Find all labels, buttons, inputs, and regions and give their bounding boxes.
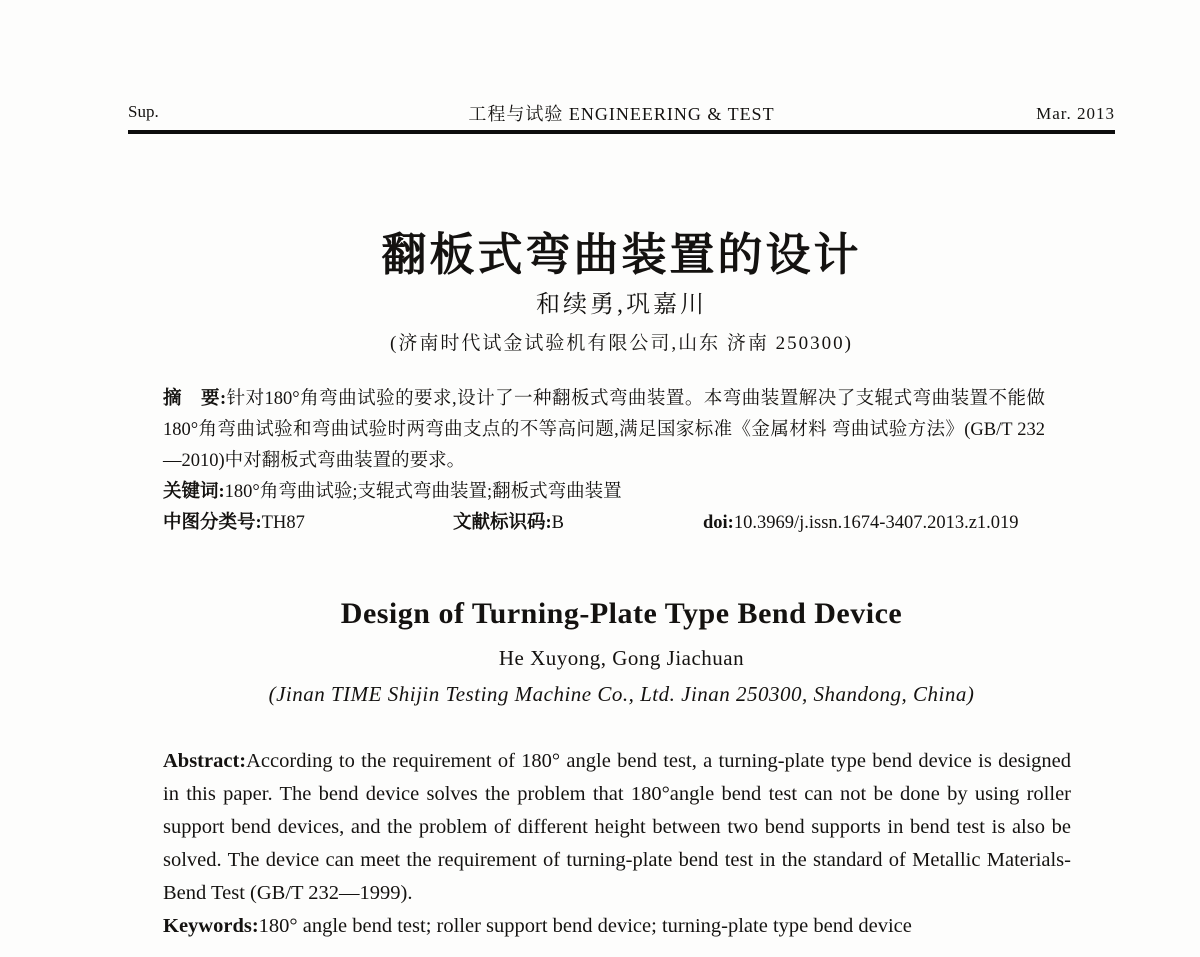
affiliation-zh: (济南时代试金试验机有限公司,山东 济南 250300) (390, 333, 853, 354)
chinese-meta-block (163, 384, 1045, 539)
english-meta-block (163, 745, 1071, 943)
document-code (453, 508, 703, 539)
clc-number (163, 508, 453, 539)
document-code-value: B (551, 513, 565, 533)
authors-en: He Xuyong, Gong Jiachuan (498, 646, 745, 670)
abstract-en (163, 745, 1071, 910)
classification-row (163, 508, 1045, 539)
abstract-zh (163, 384, 1045, 477)
keywords-en-label: Keywords: (163, 915, 259, 937)
issue-date: Mar. 2013 (1036, 104, 1115, 123)
affiliation-en: (Jinan TIME Shijin Testing Machine Co., Ltd. Jinan 250300, Shandong, China) (268, 682, 975, 706)
journal-title: 工程与试验 ENGINEERING & TEST (468, 104, 775, 124)
keywords-en (163, 910, 1071, 943)
paper-title-zh: 翻板式弯曲装置的设计 (381, 229, 862, 281)
abstract-en-text: According to the requirement of 180° angle bend test, a turning-plate type bend device is designed in this paper. The bend device solves the problem that 180°angle bend test can not be done by using roller support bend devices, and the problem of different height between two bend supports in bend test is also be solved. The device can meet the requirement of turning-plate bend test in the standard of Metallic Materials-Bend Test (GB/T 232—1999). (163, 750, 1071, 904)
abstract-zh-text: 针对180°角弯曲试验的要求,设计了一种翻板式弯曲装置。本弯曲装置解决了支辊式弯曲装置不能做180°角弯曲试验和弯曲试验时两弯曲支点的不等高问题,满足国家标准《金属材料 弯曲试验方法》(GB/T 232—2010)中对翻板式弯曲装置的要求。 (163, 389, 1045, 471)
paper-title-en: Design of Turning-Plate Type Bend Device (340, 596, 903, 630)
keywords-en-text: 180° angle bend test; roller support bend device; turning-plate type bend device (258, 915, 912, 937)
header-supplement-label: Sup. (128, 102, 159, 121)
authors-zh: 和续勇,巩嘉川 (536, 292, 707, 318)
doi-value: 10.3969/j.issn.1674-3407.2013.z1.019 (733, 513, 1019, 533)
journal-header (128, 100, 1115, 134)
abstract-en-label: Abstract: (163, 750, 247, 772)
clc-value: TH87 (261, 513, 305, 533)
abstract-zh-label: 摘 要: (163, 389, 227, 409)
clc-label: 中图分类号: (163, 513, 262, 533)
document-code-label: 文献标识码: (453, 513, 552, 533)
doi (703, 508, 1045, 539)
keywords-zh-text: 180°角弯曲试验;支辊式弯曲装置;翻板式弯曲装置 (224, 482, 622, 502)
doi-label: doi: (703, 513, 734, 533)
keywords-zh (163, 477, 1045, 508)
keywords-zh-label: 关键词: (163, 482, 225, 502)
